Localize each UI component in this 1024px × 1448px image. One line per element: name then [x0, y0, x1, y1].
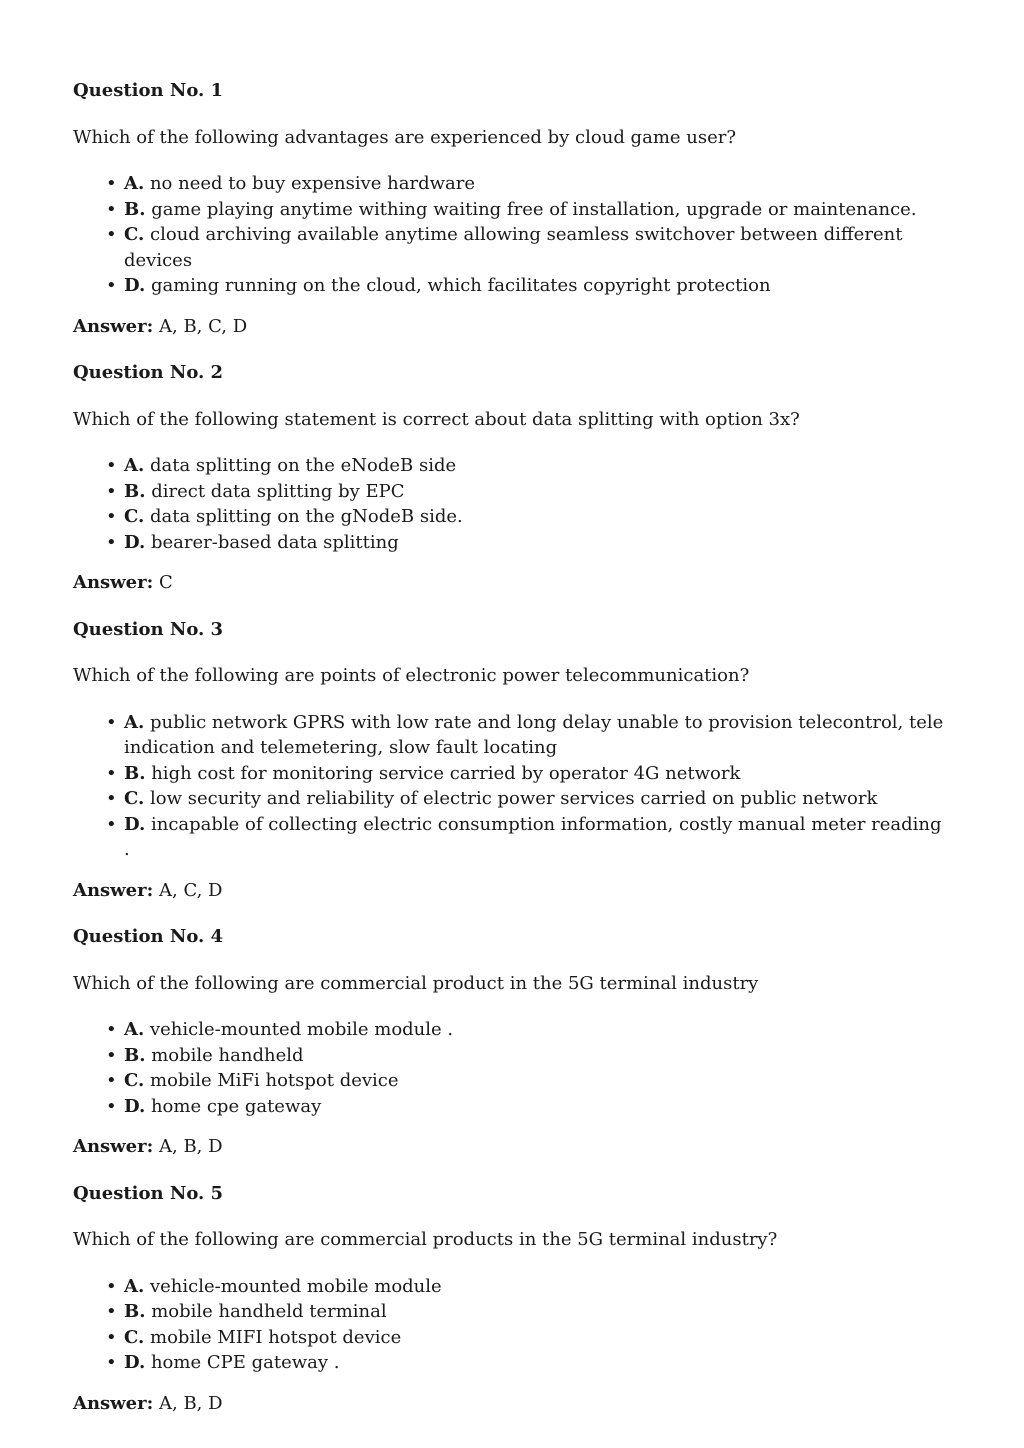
answer-label: Answer:	[73, 315, 154, 337]
option-letter: D.	[124, 1352, 146, 1373]
option-letter: A.	[124, 455, 145, 476]
option-text: direct data splitting by EPC	[151, 480, 405, 502]
answer-value: C	[159, 572, 173, 593]
answer-value: A, B, C, D	[159, 315, 248, 337]
option-letter: D.	[124, 275, 146, 296]
answer-value: A, C, D	[159, 879, 223, 901]
option-item	[124, 1274, 951, 1300]
option-text: public network GPRS with low rate and long delay unable to provision telecontrol, tele indication and telemetering, slow fault locating	[124, 711, 944, 758]
question-4	[73, 924, 951, 1160]
question-text: Which of the following are commercial product in the 5G terminal industry	[73, 972, 759, 994]
option-item	[124, 761, 951, 787]
option-item	[124, 453, 951, 479]
question-heading: Question No. 2	[73, 362, 224, 383]
option-list	[73, 1274, 951, 1376]
option-text: vehicle-mounted mobile module	[149, 1275, 442, 1297]
question-heading: Question No. 4	[73, 926, 224, 947]
option-text: home cpe gateway	[150, 1095, 322, 1117]
option-letter: C.	[124, 1326, 145, 1348]
answer-label: Answer:	[73, 1392, 154, 1414]
option-item	[124, 812, 951, 863]
answer-line	[73, 1134, 951, 1160]
answer-label: Answer:	[73, 1136, 154, 1157]
answer-label: Answer:	[73, 572, 154, 593]
option-letter: A.	[124, 711, 145, 733]
option-item	[124, 1017, 951, 1043]
answer-value: A, B, D	[159, 1392, 223, 1414]
question-5	[73, 1181, 951, 1417]
option-letter: C.	[124, 1070, 145, 1091]
option-text: vehicle-mounted mobile module .	[149, 1019, 454, 1040]
option-text: data splitting on the gNodeB side.	[150, 506, 463, 527]
question-heading: Question No. 1	[73, 80, 224, 101]
option-item	[124, 786, 951, 812]
answer-line	[73, 1391, 951, 1417]
option-letter: C.	[124, 224, 145, 245]
option-item	[124, 1043, 951, 1069]
option-text: bearer-based data splitting	[150, 531, 399, 553]
option-item	[124, 504, 951, 530]
option-text: mobile handheld	[151, 1044, 304, 1066]
answer-label: Answer:	[73, 879, 154, 901]
option-item	[124, 710, 951, 761]
option-letter: B.	[124, 480, 146, 502]
answer-line	[73, 878, 951, 904]
option-item	[124, 273, 951, 299]
option-item	[124, 1068, 951, 1094]
option-list	[73, 1017, 951, 1119]
option-letter: C.	[124, 506, 145, 527]
option-text: mobile MIFI hotspot device	[150, 1326, 402, 1348]
option-text: gaming running on the cloud, which facilitates copyright protection	[150, 275, 771, 296]
option-text: data splitting on the eNodeB side	[149, 455, 457, 476]
option-item	[124, 222, 951, 273]
answer-line	[73, 314, 951, 340]
option-item	[124, 171, 951, 197]
option-letter: D.	[124, 1095, 146, 1117]
question-heading: Question No. 5	[73, 1182, 224, 1204]
option-list	[73, 453, 951, 555]
option-item	[124, 1094, 951, 1120]
question-3	[73, 617, 951, 904]
question-heading: Question No. 3	[73, 618, 224, 640]
option-letter: C.	[124, 788, 145, 809]
option-text: mobile handheld terminal	[151, 1301, 387, 1322]
question-text: Which of the following advantages are experienced by cloud game user?	[73, 126, 736, 148]
option-text: mobile MiFi hotspot device	[150, 1070, 399, 1091]
option-text: cloud archiving available anytime allowing seamless switchover between different devices	[124, 224, 903, 271]
option-text: high cost for monitoring service carried by operator 4G network	[151, 762, 741, 784]
option-item	[124, 530, 951, 556]
question-text: Which of the following are points of electronic power telecommunication?	[73, 665, 750, 686]
option-letter: B.	[124, 1044, 146, 1066]
option-item	[124, 1325, 951, 1351]
option-text: incapable of collecting electric consumption information, costly manual meter reading .	[124, 813, 942, 860]
question-2	[73, 360, 951, 596]
option-text: game playing anytime withing waiting free of installation, upgrade or maintenance.	[151, 198, 917, 220]
option-text: home CPE gateway .	[150, 1352, 340, 1373]
option-text: low security and reliability of electric power services carried on public network	[150, 788, 878, 809]
option-item	[124, 197, 951, 223]
option-item	[124, 1299, 951, 1325]
option-list	[73, 710, 951, 863]
option-item	[124, 1350, 951, 1376]
option-letter: D.	[124, 531, 146, 553]
option-letter: A.	[124, 1019, 145, 1040]
option-letter: A.	[124, 1275, 145, 1297]
option-letter: B.	[124, 762, 146, 784]
option-letter: A.	[124, 173, 145, 194]
question-1	[73, 78, 951, 339]
option-letter: B.	[124, 1301, 146, 1322]
question-text: Which of the following statement is correct about data splitting with option 3x?	[73, 408, 800, 430]
answer-line	[73, 570, 951, 596]
option-letter: D.	[124, 813, 146, 835]
option-letter: B.	[124, 198, 146, 220]
option-text: no need to buy expensive hardware	[149, 173, 476, 194]
option-list	[73, 171, 951, 299]
question-text: Which of the following are commercial products in the 5G terminal industry?	[73, 1229, 778, 1250]
answer-value: A, B, D	[159, 1136, 223, 1157]
option-item	[124, 479, 951, 505]
